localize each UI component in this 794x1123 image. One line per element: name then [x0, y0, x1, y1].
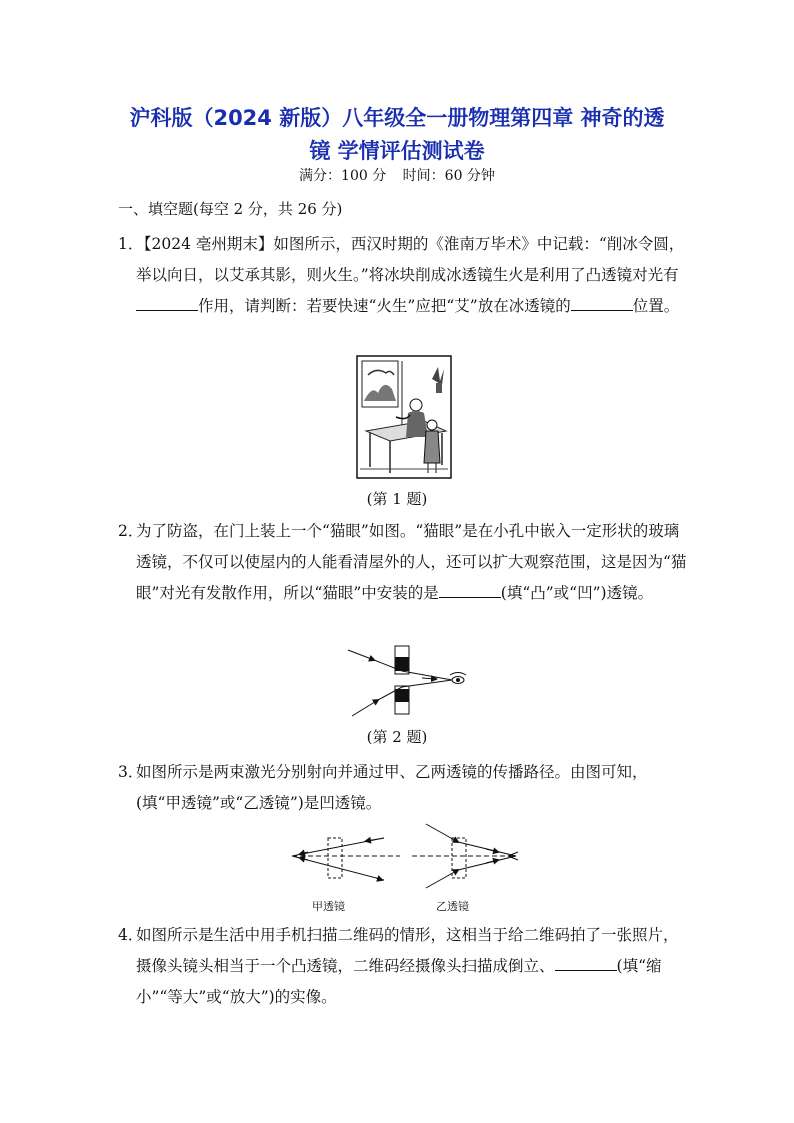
question-text: 【2024 亳州期末】如图所示，西汉时期的《淮南万毕术》中记载：“削冰令圆，举以向日，以艾承其影，则火生。”将冰块削成冰透镜生火是利用了凸透镜对光有 [136, 235, 685, 284]
question-text: 位置。 [632, 297, 680, 315]
exam-title-line2: 镜 学情评估测试卷 [309, 139, 485, 163]
answer-blank[interactable] [555, 955, 617, 971]
exam-meta [0, 166, 794, 186]
figure-1-caption: (第 1 题) [366, 490, 428, 508]
exam-title-line1: 沪科版（2024 新版）八年级全一册物理第四章 神奇的透 [129, 106, 665, 130]
time-limit: 时间：60 分钟 [402, 168, 495, 184]
question-text: (填“缩小”“等大”或“放大”)的实像。 [136, 957, 662, 1006]
question-text: (填“甲透镜”或“乙透镜”)是凹透镜。 [136, 794, 382, 812]
section-heading: 一、填空题(每空 2 分，共 26 分) [118, 200, 343, 218]
question-number: 4． [118, 926, 144, 944]
full-score: 满分：100 分 [299, 168, 387, 184]
figure-2-peephole-diagram [344, 640, 474, 718]
question-4 [118, 920, 688, 1013]
question-1 [118, 229, 688, 322]
question-number: 3． [118, 763, 144, 781]
question-3 [118, 757, 688, 819]
answer-blank[interactable] [439, 582, 501, 598]
answer-blank[interactable] [136, 295, 198, 311]
figure-2-caption: (第 2 题) [366, 728, 428, 746]
question-number: 2． [118, 522, 144, 540]
answer-blank[interactable] [571, 295, 633, 311]
question-text: 为了防盗，在门上装上一个“猫眼”如图。“猫眼”是在小孔中嵌入一定形状的玻璃透镜，不仅可以使屋内的人能看清屋外的人，还可以扩大观察范围，这是因为“猫眼”对光有发散作用，所以“猫眼”中安装的是 [136, 522, 687, 602]
question-text: 如图所示是两束激光分别射向并通过甲、乙两透镜的传播路径。由图可知， [136, 763, 648, 781]
question-text: 作用，请判断：若要快速“火生”应把“艾”放在冰透镜的 [198, 297, 571, 315]
lens-b-label: 乙透镜 [436, 900, 469, 913]
question-text: (填“凸”或“凹”)透镜。 [500, 584, 654, 602]
question-number: 1． [118, 235, 144, 253]
question-2 [118, 516, 688, 609]
figure-3-lens-diagram [286, 818, 522, 918]
lens-a-label: 甲透镜 [312, 900, 345, 913]
question-text: 如图所示是生活中用手机扫描二维码的情形，这相当于给二维码拍了一张照片，摄像头镜头相当于一个凸透镜，二维码经摄像头扫描成倒立、 [136, 926, 679, 975]
figure-1-illustration [356, 355, 452, 479]
